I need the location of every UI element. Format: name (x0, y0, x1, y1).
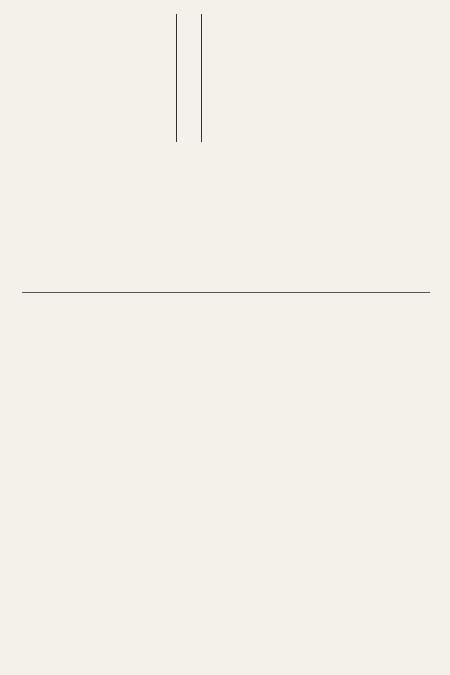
article-title (176, 14, 202, 142)
member-directory (22, 298, 430, 643)
author-signature (252, 252, 264, 274)
section-divider (22, 292, 430, 293)
article-top (28, 14, 432, 287)
